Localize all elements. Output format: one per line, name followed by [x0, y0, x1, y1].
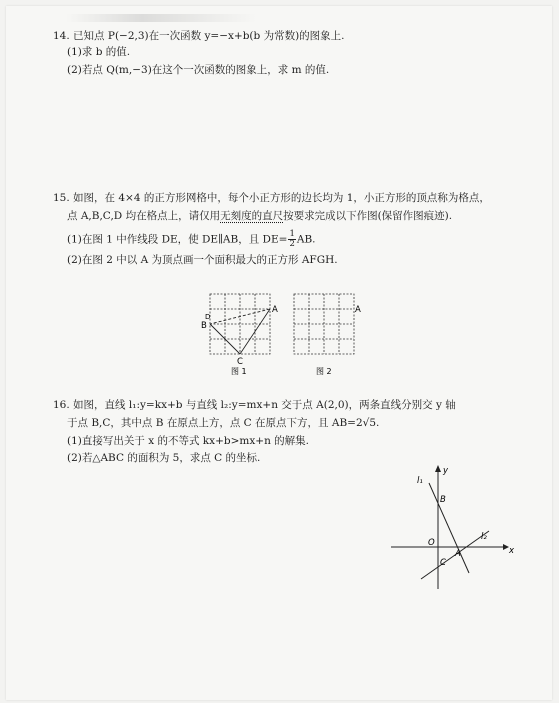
- fig1-label-D: D: [205, 313, 211, 321]
- q14-stem: 14. 已知点 P(−2,3)在一次函数 y=−x+b(b 为常数)的图象上.: [53, 30, 345, 42]
- q16-line2: 于点 B,C，其中点 B 在原点上方，点 C 在原点下方，且 AB=2√5.: [67, 417, 380, 429]
- q15-figures: [186, 286, 376, 376]
- label-O: O: [428, 538, 435, 548]
- y-axis-arrow: [435, 465, 441, 472]
- exam-page: [6, 6, 552, 700]
- figure1-caption: 图 1: [231, 367, 247, 376]
- q14-part1: (1)求 b 的值.: [67, 46, 131, 58]
- fig1-label-C: C: [237, 357, 243, 367]
- fraction-denominator: 2: [289, 239, 295, 249]
- label-x: x: [509, 546, 515, 556]
- q16-part1: (1)直接写出关于 x 的不等式 kx+b>mx+n 的解集.: [67, 435, 310, 447]
- label-A: A: [455, 549, 461, 559]
- scan-artifact: [66, 14, 256, 22]
- q16-line1: 16. 如图，直线 l₁:y=kx+b 与直线 l₂:y=mx+n 交于点 A(2,0)，两条直线分别交 y 轴: [53, 399, 456, 411]
- label-C: C: [440, 558, 446, 568]
- q15-line2-post: 按要求完成以下作图(保留作图痕迹).: [283, 210, 453, 222]
- fig1-label-A: A: [272, 305, 278, 315]
- half-fraction: [288, 230, 295, 249]
- figure2-grid: [294, 294, 354, 354]
- q15-part1-pre: (1)在图 1 中作线段 DE，使 DE∥AB，且 DE=: [67, 233, 288, 246]
- fraction-numerator: 1: [289, 229, 295, 239]
- label-l1: l₁: [417, 476, 423, 486]
- q16-graph: [381, 461, 521, 596]
- q15-line2-emphasis: 无刻度的直尺: [220, 210, 284, 222]
- q15-line2-pre: 点 A,B,C,D 均在格点上，请仅用: [67, 210, 221, 222]
- label-y: y: [443, 466, 449, 476]
- figure1-grid: [210, 294, 270, 354]
- q15-part2: (2)在图 2 中以 A 为顶点画一个面积最大的正方形 AFGH.: [67, 254, 338, 266]
- q15-line1: 15. 如图，在 4×4 的正方形网格中，每个小正方形的边长均为 1，小正方形的顶点称为格点，: [53, 192, 490, 204]
- figure2-caption: 图 2: [316, 367, 332, 376]
- fig2-label-A: A: [355, 305, 361, 315]
- label-l2: l₂: [481, 532, 487, 542]
- fig1-label-B: B: [201, 321, 207, 331]
- q14-part2: (2)若点 Q(m,−3)在这个一次函数的图象上，求 m 的值.: [67, 64, 330, 76]
- q15-line2: [67, 210, 452, 223]
- label-B: B: [440, 495, 446, 505]
- q16-part2: (2)若△ABC 的面积为 5，求点 C 的坐标.: [67, 452, 261, 464]
- q15-part1-post: AB.: [296, 233, 316, 246]
- q15-part1: [67, 230, 316, 249]
